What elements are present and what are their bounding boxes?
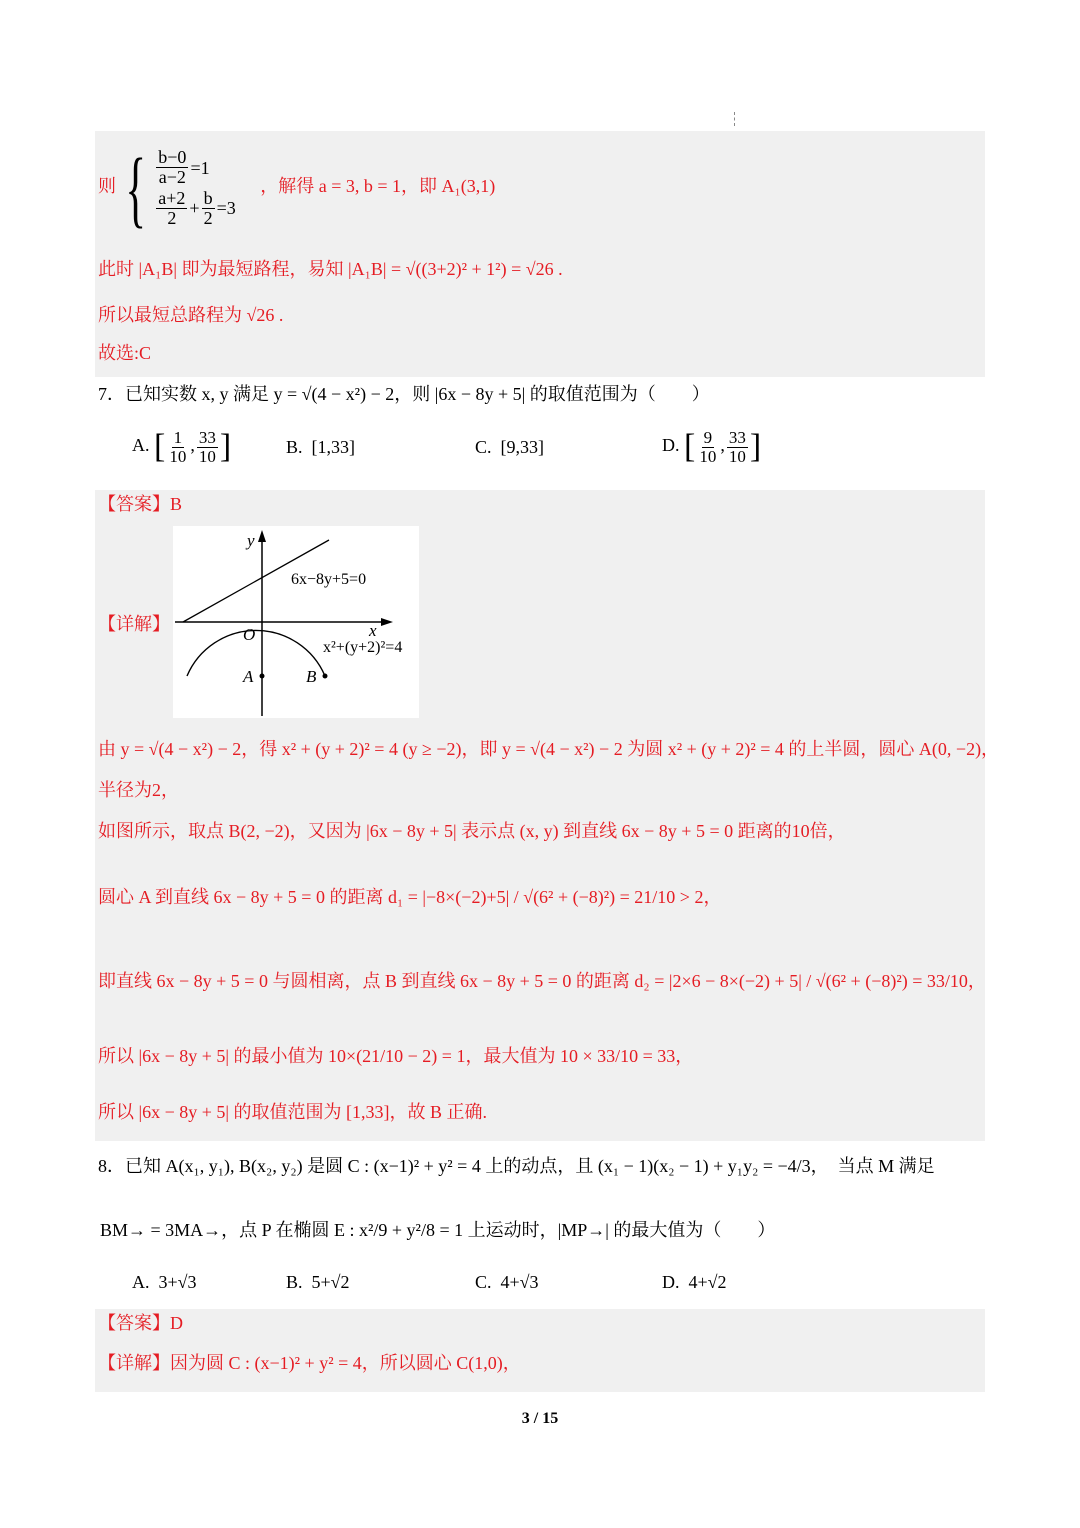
q7-stem: 7．已知实数 x, y 满足 y = √(4 − x²) − 2，则 |6x − 8y + 5| 的取值范围为（ ） — [98, 384, 710, 404]
q7-figure — [173, 526, 419, 718]
fig-line-label: 6x−8y+5=0 — [291, 571, 367, 588]
q8-detail — [98, 1351, 521, 1375]
prev-line-2: 此时 |A₁B| 即为最短路程，易知 |A₁B| = √((3+2)² + 1²) = √26 . — [98, 259, 563, 279]
q7-answer: 【答案】B — [98, 494, 183, 514]
page-number: 3 / 15 — [521, 1410, 559, 1427]
prev-prefix: 则 — [98, 176, 116, 197]
fig-y-label: y — [247, 531, 255, 550]
q7-sol-6: 所以 |6x − 8y + 5| 的最小值为 10×(21/10 − 2) = 1，最大值为 10 × 33/10 = 33， — [98, 1046, 694, 1066]
q7-sol-2: 半径为2， — [98, 780, 179, 800]
q8-choice-c: C. 4+√3 — [475, 1272, 539, 1292]
prev-solution-box — [95, 131, 985, 377]
q7-sol-3: 如图所示，取点 B(2, −2)，又因为 |6x − 8y + 5| 表示点 (x, y) 到直线 6x − 8y + 5 = 0 距离的10倍， — [98, 821, 846, 841]
q7-detail-label: 【详解】 — [98, 614, 170, 634]
q8-answer-box — [95, 1309, 985, 1392]
q7-choice-b: B. [1,33] — [286, 437, 356, 457]
fig-x-label: x — [369, 621, 377, 640]
prev-line-1: 则 { $\frac{b-0}{a-2}$ =1 $\frac{a+2}{2}$ + $\frac{b}{2}$ =3 ，解得 a = 3, b = 1，即 A₁(3,1) — [98, 140, 496, 236]
q7-choice-a: A. [ $\frac{1}{10}$ , $\frac{33}{10}$ ] — [132, 427, 232, 466]
q8-stem-2: BM→ = 3MA→，点 P 在椭圆 E : x²/9 + y²/8 = 1 上运动时，|MP→| 的最大值为（ ） — [100, 1220, 776, 1240]
q8-stem-1: 8．已知 A(x₁, y₁), B(x₂, y₂) 是圆 C : (x−1)² + y² = 4 上的动点，且 (x₁ − 1)(x₂ − 1) + y₁y₂ = −4/3， 当点 M 满足 — [98, 1156, 935, 1176]
q7-answer-box — [95, 490, 1000, 1141]
prev-solve-text: ，解得 a = 3, b = 1，即 A₁(3,1) — [260, 176, 496, 197]
equation-system: $\frac{b-0}{a-2}$ =1 $\frac{a+2}{2}$ + $\frac{b}{2}$ =3 — [158, 147, 236, 228]
fig-o-label: O — [243, 625, 256, 644]
q8-choice-b: B. 5+√2 — [286, 1272, 350, 1292]
prev-line-3: 所以最短总路程为 √26 . — [98, 305, 284, 325]
q8-detail-label: 【详解】 — [98, 1353, 170, 1373]
q8-answer: 【答案】D — [98, 1313, 183, 1333]
fig-b-label: B — [306, 667, 317, 686]
q8-detail-text: 因为圆 C : (x−1)² + y² = 4，所以圆心 C(1,0)， — [170, 1353, 521, 1373]
q7-sol-5: 即直线 6x − 8y + 5 = 0 与圆相离，点 B 到直线 6x − 8y + 5 = 0 的距离 d₂ = |2×6 − 8×(−2) + 5| / √(6² + (−8)²) = 33/10， — [98, 971, 986, 991]
prev-line-4: 故选:C — [98, 343, 152, 363]
q8-choice-d: D. 4+√2 — [662, 1272, 727, 1292]
q7-sol-7: 所以 |6x − 8y + 5| 的取值范围为 [1,33]，故 B 正确. — [98, 1102, 488, 1122]
q7-sol-4: 圆心 A 到直线 6x − 8y + 5 = 0 的距离 d₁ = |−8×(−2)+5| / √(6² + (−8)²) = 21/10 > 2， — [98, 887, 722, 907]
header-dash — [734, 112, 736, 126]
q7-choice-c: C. [9,33] — [475, 437, 545, 457]
q7-sol-1: 由 y = √(4 − x²) − 2，得 x² + (y + 2)² = 4 (y ≥ −2)，即 y = √(4 − x²) − 2 为圆 x² + (y + 2)² = 4 的上半圆，圆心 A(0, −2)， — [98, 739, 1000, 759]
q8-choice-a: A. 3+√3 — [132, 1272, 197, 1292]
fig-circle-label: x²+(y+2)²=4 — [323, 639, 403, 656]
q7-choice-d: D. [ $\frac{9}{10}$ , $\frac{33}{10}$ ] — [662, 427, 762, 466]
fig-a-label: A — [243, 667, 254, 686]
